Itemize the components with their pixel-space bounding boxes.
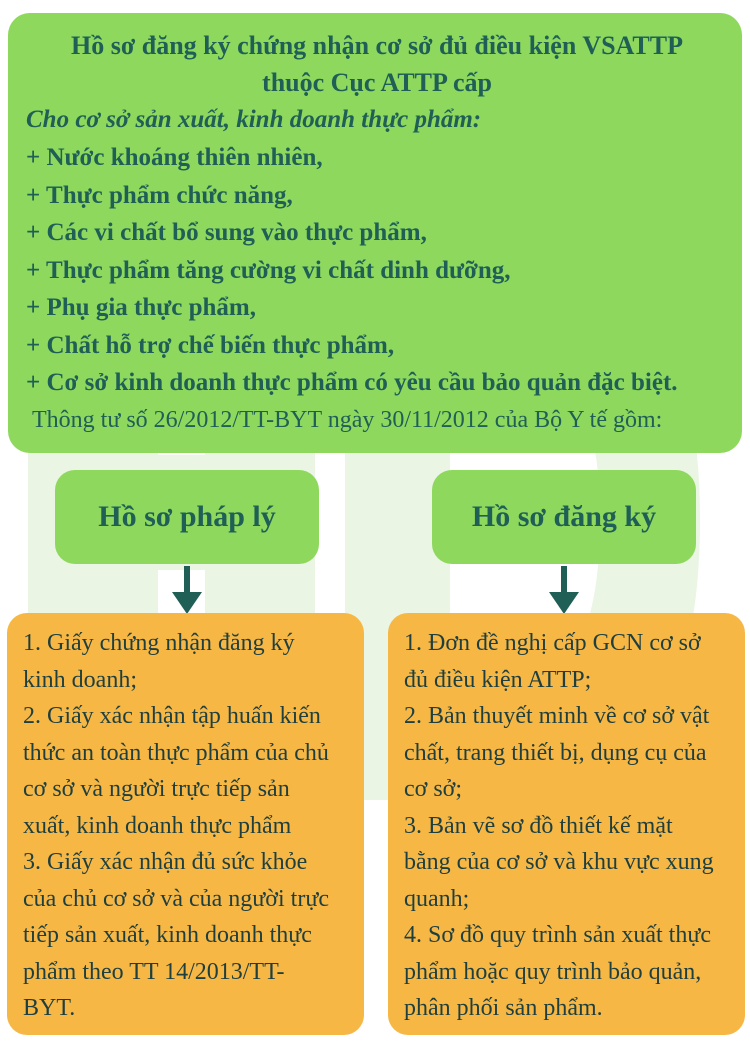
- list-line: cơ sở và người trực tiếp sản: [23, 776, 290, 802]
- list-item: + Thực phẩm chức năng,: [26, 181, 293, 209]
- registration-docs-heading: Hồ sơ đăng ký: [432, 470, 696, 564]
- list-line: tiếp sản xuất, kinh doanh thực: [23, 922, 312, 948]
- intro-text: Thông tư số 26/2012/TT-BYT ngày 30/11/2012 của Bộ Y tế gồm:: [32, 406, 663, 433]
- list-item: + Nước khoáng thiên nhiên,: [26, 144, 323, 171]
- list-line: 1. Đơn đề nghị cấp GCN cơ sở: [404, 630, 701, 656]
- list-line: thức an toàn thực phẩm của chủ: [23, 739, 329, 766]
- list-line: 1. Giấy chứng nhận đăng ký: [23, 630, 295, 656]
- subtitle: Cho cơ sở sản xuất, kinh doanh thực phẩm:: [26, 106, 482, 133]
- list-line: phẩm theo TT 14/2013/TT-: [23, 958, 285, 985]
- legal-docs-list: [7, 613, 364, 1035]
- list-line: của chủ cơ sở và của người trực: [23, 885, 329, 912]
- registration-docs-list: [388, 613, 745, 1035]
- title-line-1: Hồ sơ đăng ký chứng nhận cơ sở đủ điều kiện VSATTP: [71, 31, 683, 60]
- list-line: chất, trang thiết bị, dụng cụ của: [404, 739, 707, 766]
- list-line: cơ sở;: [404, 776, 463, 802]
- list-line: phẩm hoặc quy trình bảo quản,: [404, 958, 702, 985]
- legal-docs-heading: Hồ sơ pháp lý: [55, 470, 319, 564]
- summary-box: [8, 13, 742, 453]
- list-item: + Các vi chất bổ sung vào thực phẩm,: [26, 219, 427, 246]
- list-line: xuất, kinh doanh thực phẩm: [23, 812, 292, 839]
- list-item: + Chất hỗ trợ chế biến thực phẩm,: [26, 331, 395, 359]
- list-line: 2. Bản thuyết minh về cơ sở vật: [404, 703, 710, 729]
- list-item: + Phụ gia thực phẩm,: [26, 294, 256, 321]
- list-line: quanh;: [404, 885, 470, 912]
- list-line: kinh doanh;: [23, 666, 137, 693]
- title-line-2: thuộc Cục ATTP cấp: [262, 68, 492, 97]
- list-line: 3. Bản vẽ sơ đồ thiết kế mặt: [404, 812, 673, 839]
- list-line: phân phối sản phẩm.: [404, 995, 603, 1021]
- list-line: bằng của cơ sở và khu vực xung: [404, 849, 714, 875]
- list-item: + Thực phẩm tăng cường vi chất dinh dưỡng,: [26, 256, 511, 284]
- list-line: 3. Giấy xác nhận đủ sức khỏe: [23, 849, 308, 875]
- list-line: BYT.: [23, 995, 76, 1021]
- arrow-down-icon: [549, 566, 579, 614]
- list-line: 2. Giấy xác nhận tập huấn kiến: [23, 703, 321, 729]
- list-line: đủ điều kiện ATTP;: [404, 666, 592, 693]
- list-item: + Cơ sở kinh doanh thực phẩm có yêu cầu bảo quản đặc biệt.: [26, 369, 678, 396]
- list-line: 4. Sơ đồ quy trình sản xuất thực: [404, 922, 712, 948]
- arrow-down-icon: [172, 566, 202, 614]
